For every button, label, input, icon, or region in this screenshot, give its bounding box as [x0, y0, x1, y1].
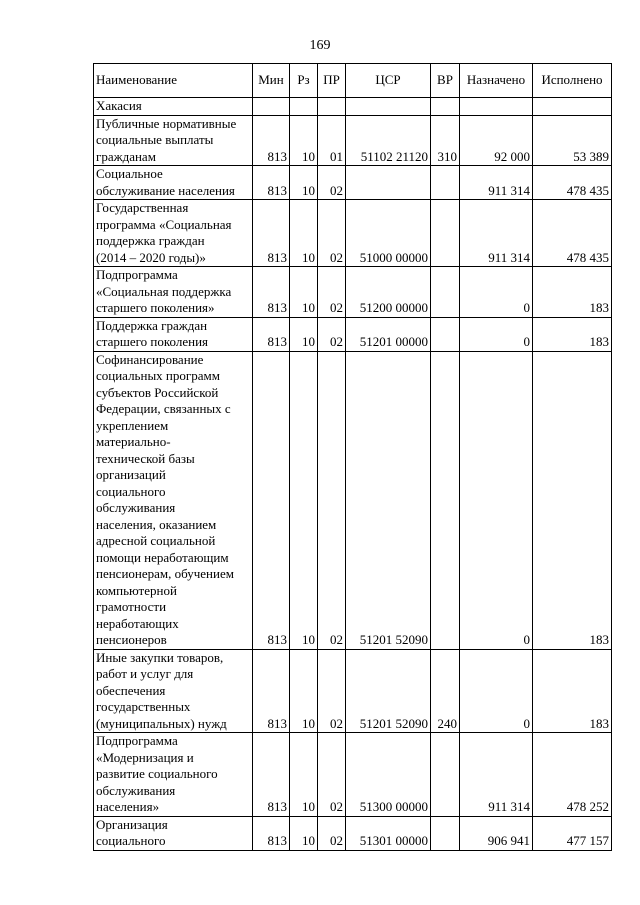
row-name-line: социальные выплаты	[96, 132, 214, 147]
empty-cell	[253, 98, 290, 116]
assigned-amount: 906 941	[460, 816, 533, 850]
ministry-code: 813	[253, 166, 290, 200]
executed-amount: 53 389	[533, 115, 612, 166]
subsection-code: 02	[318, 351, 346, 649]
executed-amount: 183	[533, 317, 612, 351]
row-name-line: Поддержка граждан	[96, 317, 208, 333]
row-name-line: обслуживания	[96, 782, 176, 798]
assigned-amount: 0	[460, 351, 533, 649]
ministry-code: 813	[253, 351, 290, 649]
row-name-line: пенсионерам, обучением	[96, 566, 234, 581]
row-name-line: грамотности	[96, 599, 167, 614]
assigned-amount: 911 314	[460, 200, 533, 267]
ministry-code: 813	[253, 115, 290, 166]
executed-amount: 477 157	[533, 816, 612, 850]
row-name-line: развитие социального	[96, 766, 218, 781]
header-assigned: Назначено	[460, 64, 533, 98]
section-code: 10	[290, 351, 318, 649]
subsection-code: 02	[318, 267, 346, 318]
section-title: Хакасия	[94, 98, 253, 116]
assigned-amount: 0	[460, 317, 533, 351]
section-code: 10	[290, 115, 318, 166]
row-name-line: неработающих	[96, 615, 179, 631]
expense-type-code	[431, 200, 460, 267]
ministry-code: 813	[253, 816, 290, 850]
assigned-amount: 0	[460, 649, 533, 733]
row-name-line: старшего поколения	[96, 334, 209, 349]
row-name-line: (2014 – 2020 годы)»	[96, 249, 206, 265]
table-row	[94, 267, 612, 318]
subsection-code: 02	[318, 166, 346, 200]
ministry-code: 813	[253, 200, 290, 267]
table-row	[94, 733, 612, 817]
row-name-line: Федерации, связанных с	[96, 401, 231, 416]
expense-type-code	[431, 267, 460, 318]
subsection-code: 02	[318, 733, 346, 817]
row-name-line: населения, оказанием	[96, 516, 217, 532]
row-name-line: обслуживания	[96, 500, 176, 515]
target-article-code: 51300 00000	[346, 733, 431, 817]
executed-amount: 183	[533, 351, 612, 649]
executed-amount: 478 435	[533, 166, 612, 200]
section-code: 10	[290, 733, 318, 817]
table-row	[94, 115, 612, 166]
assigned-amount: 911 314	[460, 166, 533, 200]
empty-cell	[431, 98, 460, 116]
expense-type-code	[431, 816, 460, 850]
target-article-code: 51201 52090	[346, 351, 431, 649]
row-name-line: старшего поколения»	[96, 300, 215, 315]
subsection-code: 02	[318, 200, 346, 267]
row-name	[94, 267, 253, 318]
row-name-line: технической базы	[96, 450, 195, 466]
row-name	[94, 166, 253, 200]
row-name-line: обеспечения	[96, 682, 166, 698]
empty-cell	[533, 98, 612, 116]
expense-type-code: 310	[431, 115, 460, 166]
empty-cell	[346, 98, 431, 116]
target-article-code: 51301 00000	[346, 816, 431, 850]
table-row	[94, 200, 612, 267]
header-name: Наименование	[94, 64, 253, 98]
subsection-code: 02	[318, 816, 346, 850]
empty-cell	[290, 98, 318, 116]
assigned-amount: 0	[460, 267, 533, 318]
table-row	[94, 816, 612, 850]
row-name-line: Софинансирование	[96, 351, 204, 367]
expense-type-code	[431, 317, 460, 351]
executed-amount: 183	[533, 649, 612, 733]
page-number: 169	[309, 38, 331, 53]
row-name-line: обслуживание населения	[96, 182, 235, 198]
row-name-line: компьютерной	[96, 582, 177, 598]
section-code: 10	[290, 267, 318, 318]
row-name	[94, 317, 253, 351]
expense-type-code	[431, 733, 460, 817]
ministry-code: 813	[253, 317, 290, 351]
row-name	[94, 816, 253, 850]
ministry-code: 813	[253, 649, 290, 733]
row-name-line: государственных	[96, 699, 191, 714]
row-name-line: адресной социальной	[96, 533, 216, 548]
budget-table	[93, 63, 612, 851]
section-code: 10	[290, 200, 318, 267]
row-name-line: пенсионеров	[96, 632, 167, 647]
row-name-line: социальных программ	[96, 368, 220, 383]
row-name-line: социального	[96, 833, 166, 848]
row-name-line: Иные закупки товаров,	[96, 649, 224, 665]
header-rz: Рз	[290, 64, 318, 98]
row-name-line: поддержка граждан	[96, 233, 205, 248]
row-name-line: укреплением	[96, 417, 169, 433]
executed-amount: 478 435	[533, 200, 612, 267]
row-name-line: (муниципальных) нужд	[96, 715, 227, 731]
assigned-amount: 911 314	[460, 733, 533, 817]
row-name-line: населения»	[96, 799, 160, 814]
row-name-line: Подпрограмма	[96, 733, 178, 748]
row-name-line: Государственная	[96, 200, 189, 215]
row-name	[94, 200, 253, 267]
target-article-code: 51201 00000	[346, 317, 431, 351]
target-article-code	[346, 166, 431, 200]
header-executed: Исполнено	[533, 64, 612, 98]
row-name	[94, 115, 253, 166]
row-name-line: «Модернизация и	[96, 749, 194, 765]
table-row	[94, 166, 612, 200]
row-name-line: организаций	[96, 467, 166, 482]
row-name	[94, 351, 253, 649]
assigned-amount: 92 000	[460, 115, 533, 166]
row-name-line: субъектов Российской	[96, 384, 219, 400]
row-name-line: «Социальная поддержка	[96, 283, 232, 299]
section-code: 10	[290, 317, 318, 351]
target-article-code: 51000 00000	[346, 200, 431, 267]
target-article-code: 51102 21120	[346, 115, 431, 166]
section-row	[94, 98, 612, 116]
table-header-row	[94, 64, 612, 98]
row-name-line: гражданам	[96, 148, 156, 164]
target-article-code: 51201 52090	[346, 649, 431, 733]
subsection-code: 01	[318, 115, 346, 166]
row-name-line: помощи неработающим	[96, 549, 229, 565]
expense-type-code: 240	[431, 649, 460, 733]
row-name	[94, 649, 253, 733]
empty-cell	[460, 98, 533, 116]
expense-type-code	[431, 166, 460, 200]
row-name-line: работ и услуг для	[96, 666, 194, 681]
executed-amount: 183	[533, 267, 612, 318]
table-row	[94, 317, 612, 351]
row-name-line: Социальное	[96, 166, 163, 181]
row-name	[94, 733, 253, 817]
target-article-code: 51200 00000	[346, 267, 431, 318]
section-code: 10	[290, 816, 318, 850]
row-name-line: программа «Социальная	[96, 216, 232, 232]
ministry-code: 813	[253, 733, 290, 817]
header-csr: ЦСР	[346, 64, 431, 98]
table-row	[94, 351, 612, 649]
subsection-code: 02	[318, 649, 346, 733]
row-name-line: Подпрограмма	[96, 267, 178, 282]
empty-cell	[318, 98, 346, 116]
executed-amount: 478 252	[533, 733, 612, 817]
header-pr: ПР	[318, 64, 346, 98]
ministry-code: 813	[253, 267, 290, 318]
section-code: 10	[290, 166, 318, 200]
table-row	[94, 649, 612, 733]
section-code: 10	[290, 649, 318, 733]
row-name-line: Публичные нормативные	[96, 115, 237, 131]
row-name-line: Организация	[96, 816, 168, 832]
row-name-line: социального	[96, 483, 166, 499]
header-vr: ВР	[431, 64, 460, 98]
header-min: Мин	[253, 64, 290, 98]
expense-type-code	[431, 351, 460, 649]
row-name-line: материально-	[96, 434, 171, 449]
subsection-code: 02	[318, 317, 346, 351]
